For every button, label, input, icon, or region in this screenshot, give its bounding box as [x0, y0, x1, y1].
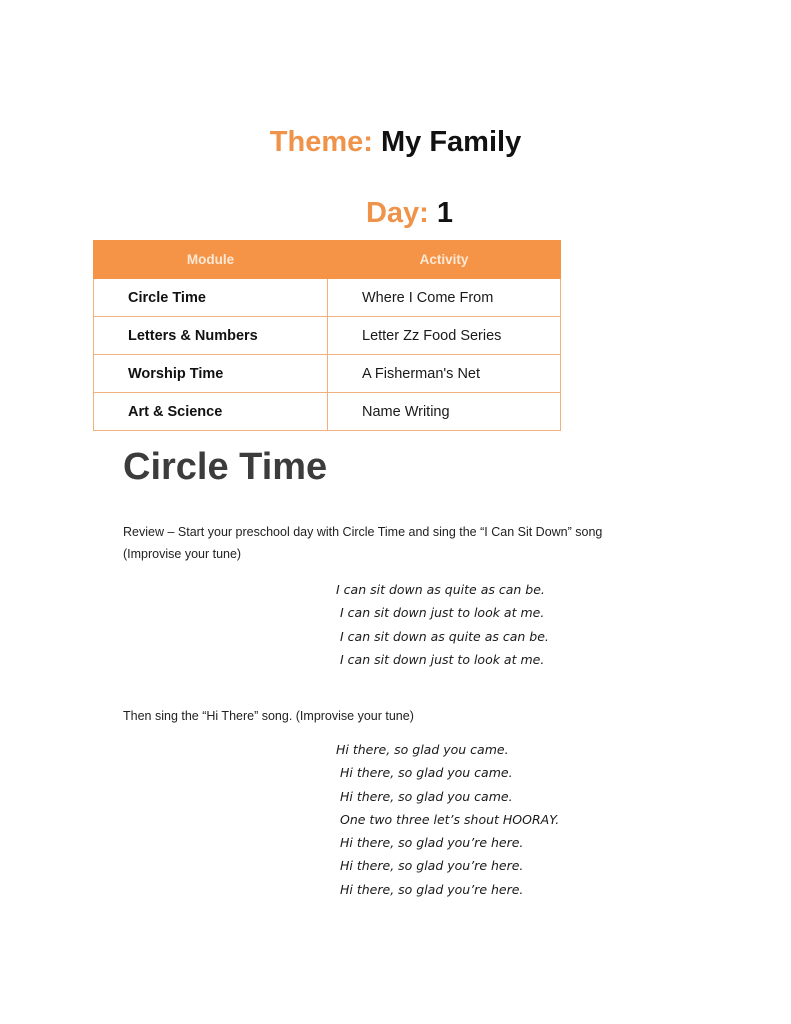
hi-there-song-lyrics [336, 738, 559, 901]
module-cell: Letters & Numbers [94, 317, 328, 355]
review-line-1: Review – Start your preschool day with Circle Time and sing the “I Can Sit Down” song [123, 525, 603, 539]
theme-label: Theme: [269, 126, 373, 158]
sit-down-song-lyrics [336, 578, 549, 671]
activity-cell: Name Writing [328, 393, 561, 431]
module-cell: Worship Time [94, 355, 328, 393]
day-label: Day: [365, 197, 429, 229]
lyric-line: I can sit down as quite as can be. [340, 628, 549, 644]
day-value: 1 [436, 197, 454, 229]
module-cell: Circle Time [94, 279, 328, 317]
lyric-line: Hi there, so glad you came. [336, 742, 509, 757]
table-row [94, 279, 561, 317]
lyric-line: I can sit down just to look at me. [340, 651, 545, 667]
table-row [94, 393, 561, 431]
activity-cell: A Fisherman's Net [328, 355, 561, 393]
lyric-line: Hi there, so glad you’re here. [340, 835, 524, 851]
column-header-activity: Activity [328, 241, 561, 279]
then-paragraph: Then sing the “Hi There” song. (Improvise your tune) [123, 709, 414, 723]
lyric-line: I can sit down just to look at me. [340, 605, 545, 621]
lyric-line: One two three let’s shout HOORAY. [340, 811, 560, 827]
lyric-line: Hi there, so glad you’re here. [340, 858, 524, 874]
lyric-line: Hi there, so glad you’re here. [340, 881, 524, 897]
review-line-2: (Improvise your tune) [123, 547, 242, 561]
theme-value: My Family [380, 126, 522, 158]
review-paragraph [123, 521, 643, 565]
table-row [94, 355, 561, 393]
lyric-line: Hi there, so glad you came. [340, 788, 513, 804]
lyric-line: Hi there, so glad you came. [340, 765, 513, 781]
day-title [14, 197, 791, 230]
module-activity-table [93, 240, 561, 431]
table-row [94, 317, 561, 355]
theme-title [0, 126, 791, 159]
lyric-line: I can sit down as quite as can be. [336, 582, 545, 597]
table-header-row [94, 241, 561, 279]
column-header-module: Module [94, 241, 328, 279]
activity-cell: Where I Come From [328, 279, 561, 317]
section-heading-circle-time: Circle Time [123, 446, 328, 488]
module-cell: Art & Science [94, 393, 328, 431]
activity-cell: Letter Zz Food Series [328, 317, 561, 355]
